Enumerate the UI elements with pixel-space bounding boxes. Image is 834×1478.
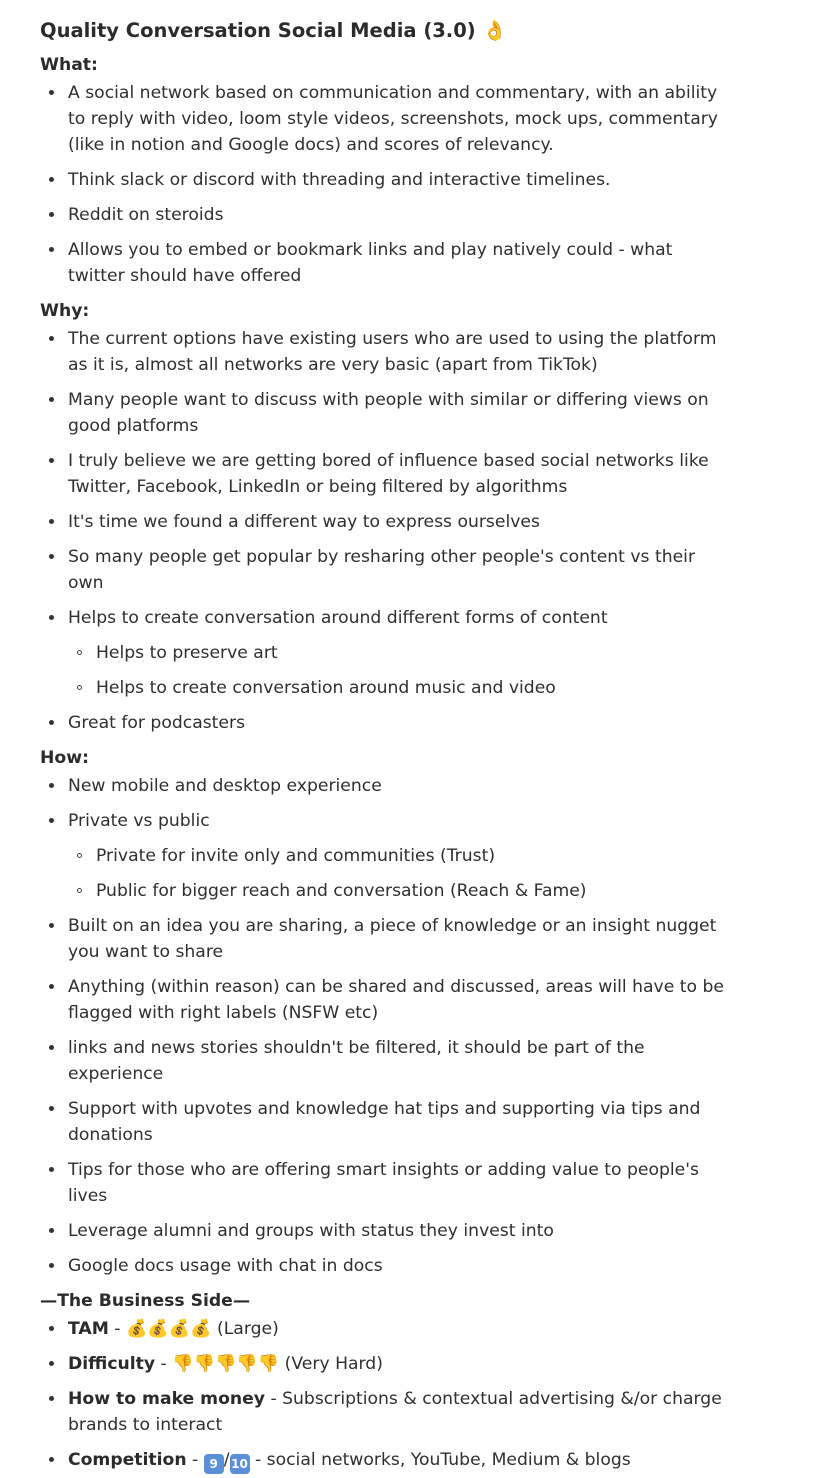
title-text: Quality Conversation Social Media (3.0) — [40, 19, 476, 42]
competition-slash: / — [223, 1450, 230, 1470]
list-item-difficulty — [40, 1351, 794, 1377]
tam-value: (Large) — [211, 1319, 279, 1339]
sub-list-item: Private for invite only and communities (Trust) — [68, 843, 724, 869]
list-item: Built on an idea you are sharing, a piece of knowledge or an insight nugget you want to share — [40, 913, 794, 965]
what-list — [40, 80, 794, 289]
keycap-ten-icon: 10 — [230, 1454, 250, 1474]
thumbs-down-icon: 👎👎👎👎👎 — [172, 1354, 280, 1374]
tam-separator: - — [108, 1319, 126, 1339]
sub-list-item: Helps to create conversation around music and video — [68, 675, 724, 701]
list-item-money — [40, 1386, 794, 1438]
section-heading-what: What: — [40, 55, 98, 75]
why-sub-list — [68, 640, 724, 701]
money-label: How to make money — [68, 1389, 265, 1409]
list-item: I truly believe we are getting bored of influence based social networks like Twitter, Facebook, LinkedIn or being filtered by algorithms — [40, 448, 794, 500]
difficulty-value: (Very Hard) — [279, 1354, 383, 1374]
list-item-text: Private vs public — [68, 811, 210, 831]
keycap-nine-icon: 9 — [204, 1454, 224, 1474]
tam-label: TAM — [68, 1319, 109, 1339]
list-item: Anything (within reason) can be shared and discussed, areas will have to be flagged with right labels (NSFW etc) — [40, 974, 794, 1026]
ok-hand-emoji-icon: 👌 — [482, 19, 507, 42]
list-item: Leverage alumni and groups with status they invest into — [40, 1218, 794, 1244]
competition-label: Competition — [68, 1450, 187, 1470]
list-item-competition — [40, 1447, 794, 1474]
list-item: Think slack or discord with threading and interactive timelines. — [40, 167, 794, 193]
list-item: Many people want to discuss with people with similar or differing views on good platforms — [40, 387, 794, 439]
list-item: Reddit on steroids — [40, 202, 794, 228]
list-item-text: Helps to create conversation around different forms of content — [68, 608, 608, 628]
list-item: Support with upvotes and knowledge hat tips and supporting via tips and donations — [40, 1096, 794, 1148]
competition-separator: - — [186, 1450, 204, 1470]
sub-list-item: Public for bigger reach and conversation (Reach & Fame) — [68, 878, 724, 904]
how-list — [40, 773, 794, 1279]
list-item: Google docs usage with chat in docs — [40, 1253, 794, 1279]
difficulty-label: Difficulty — [68, 1354, 156, 1374]
money-value: - Subscriptions & contextual advertising &/or charge brands to interact — [68, 1389, 722, 1435]
why-list — [40, 326, 794, 736]
list-item — [40, 808, 794, 904]
list-item: links and news stories shouldn't be filtered, it should be part of the experience — [40, 1035, 794, 1087]
section-heading-how: How: — [40, 748, 89, 768]
difficulty-separator: - — [155, 1354, 173, 1374]
business-list — [40, 1316, 794, 1474]
competition-value: - social networks, YouTube, Medium & blogs — [249, 1450, 631, 1470]
sub-list-item: Helps to preserve art — [68, 640, 724, 666]
list-item: It's time we found a different way to express ourselves — [40, 509, 794, 535]
list-item: The current options have existing users who are used to using the platform as it is, almost all networks are very basic (apart from TikTok) — [40, 326, 794, 378]
list-item-tam — [40, 1316, 794, 1342]
money-bag-icon: 💰💰💰💰 — [125, 1319, 212, 1339]
section-heading-why: Why: — [40, 301, 90, 321]
page-title — [40, 16, 794, 46]
list-item: Allows you to embed or bookmark links and play natively could - what twitter should have offered — [40, 237, 794, 289]
list-item: A social network based on communication and commentary, with an ability to reply with video, loom style videos, screenshots, mock ups, commentary (like in notion and Google docs) and scores of relevancy. — [40, 80, 794, 158]
list-item — [40, 605, 794, 701]
section-heading-business: —The Business Side— — [40, 1291, 251, 1311]
how-sub-list — [68, 843, 724, 904]
list-item: So many people get popular by resharing other people's content vs their own — [40, 544, 794, 596]
list-item: Great for podcasters — [40, 710, 794, 736]
list-item: Tips for those who are offering smart insights or adding value to people's lives — [40, 1157, 794, 1209]
list-item: New mobile and desktop experience — [40, 773, 794, 799]
